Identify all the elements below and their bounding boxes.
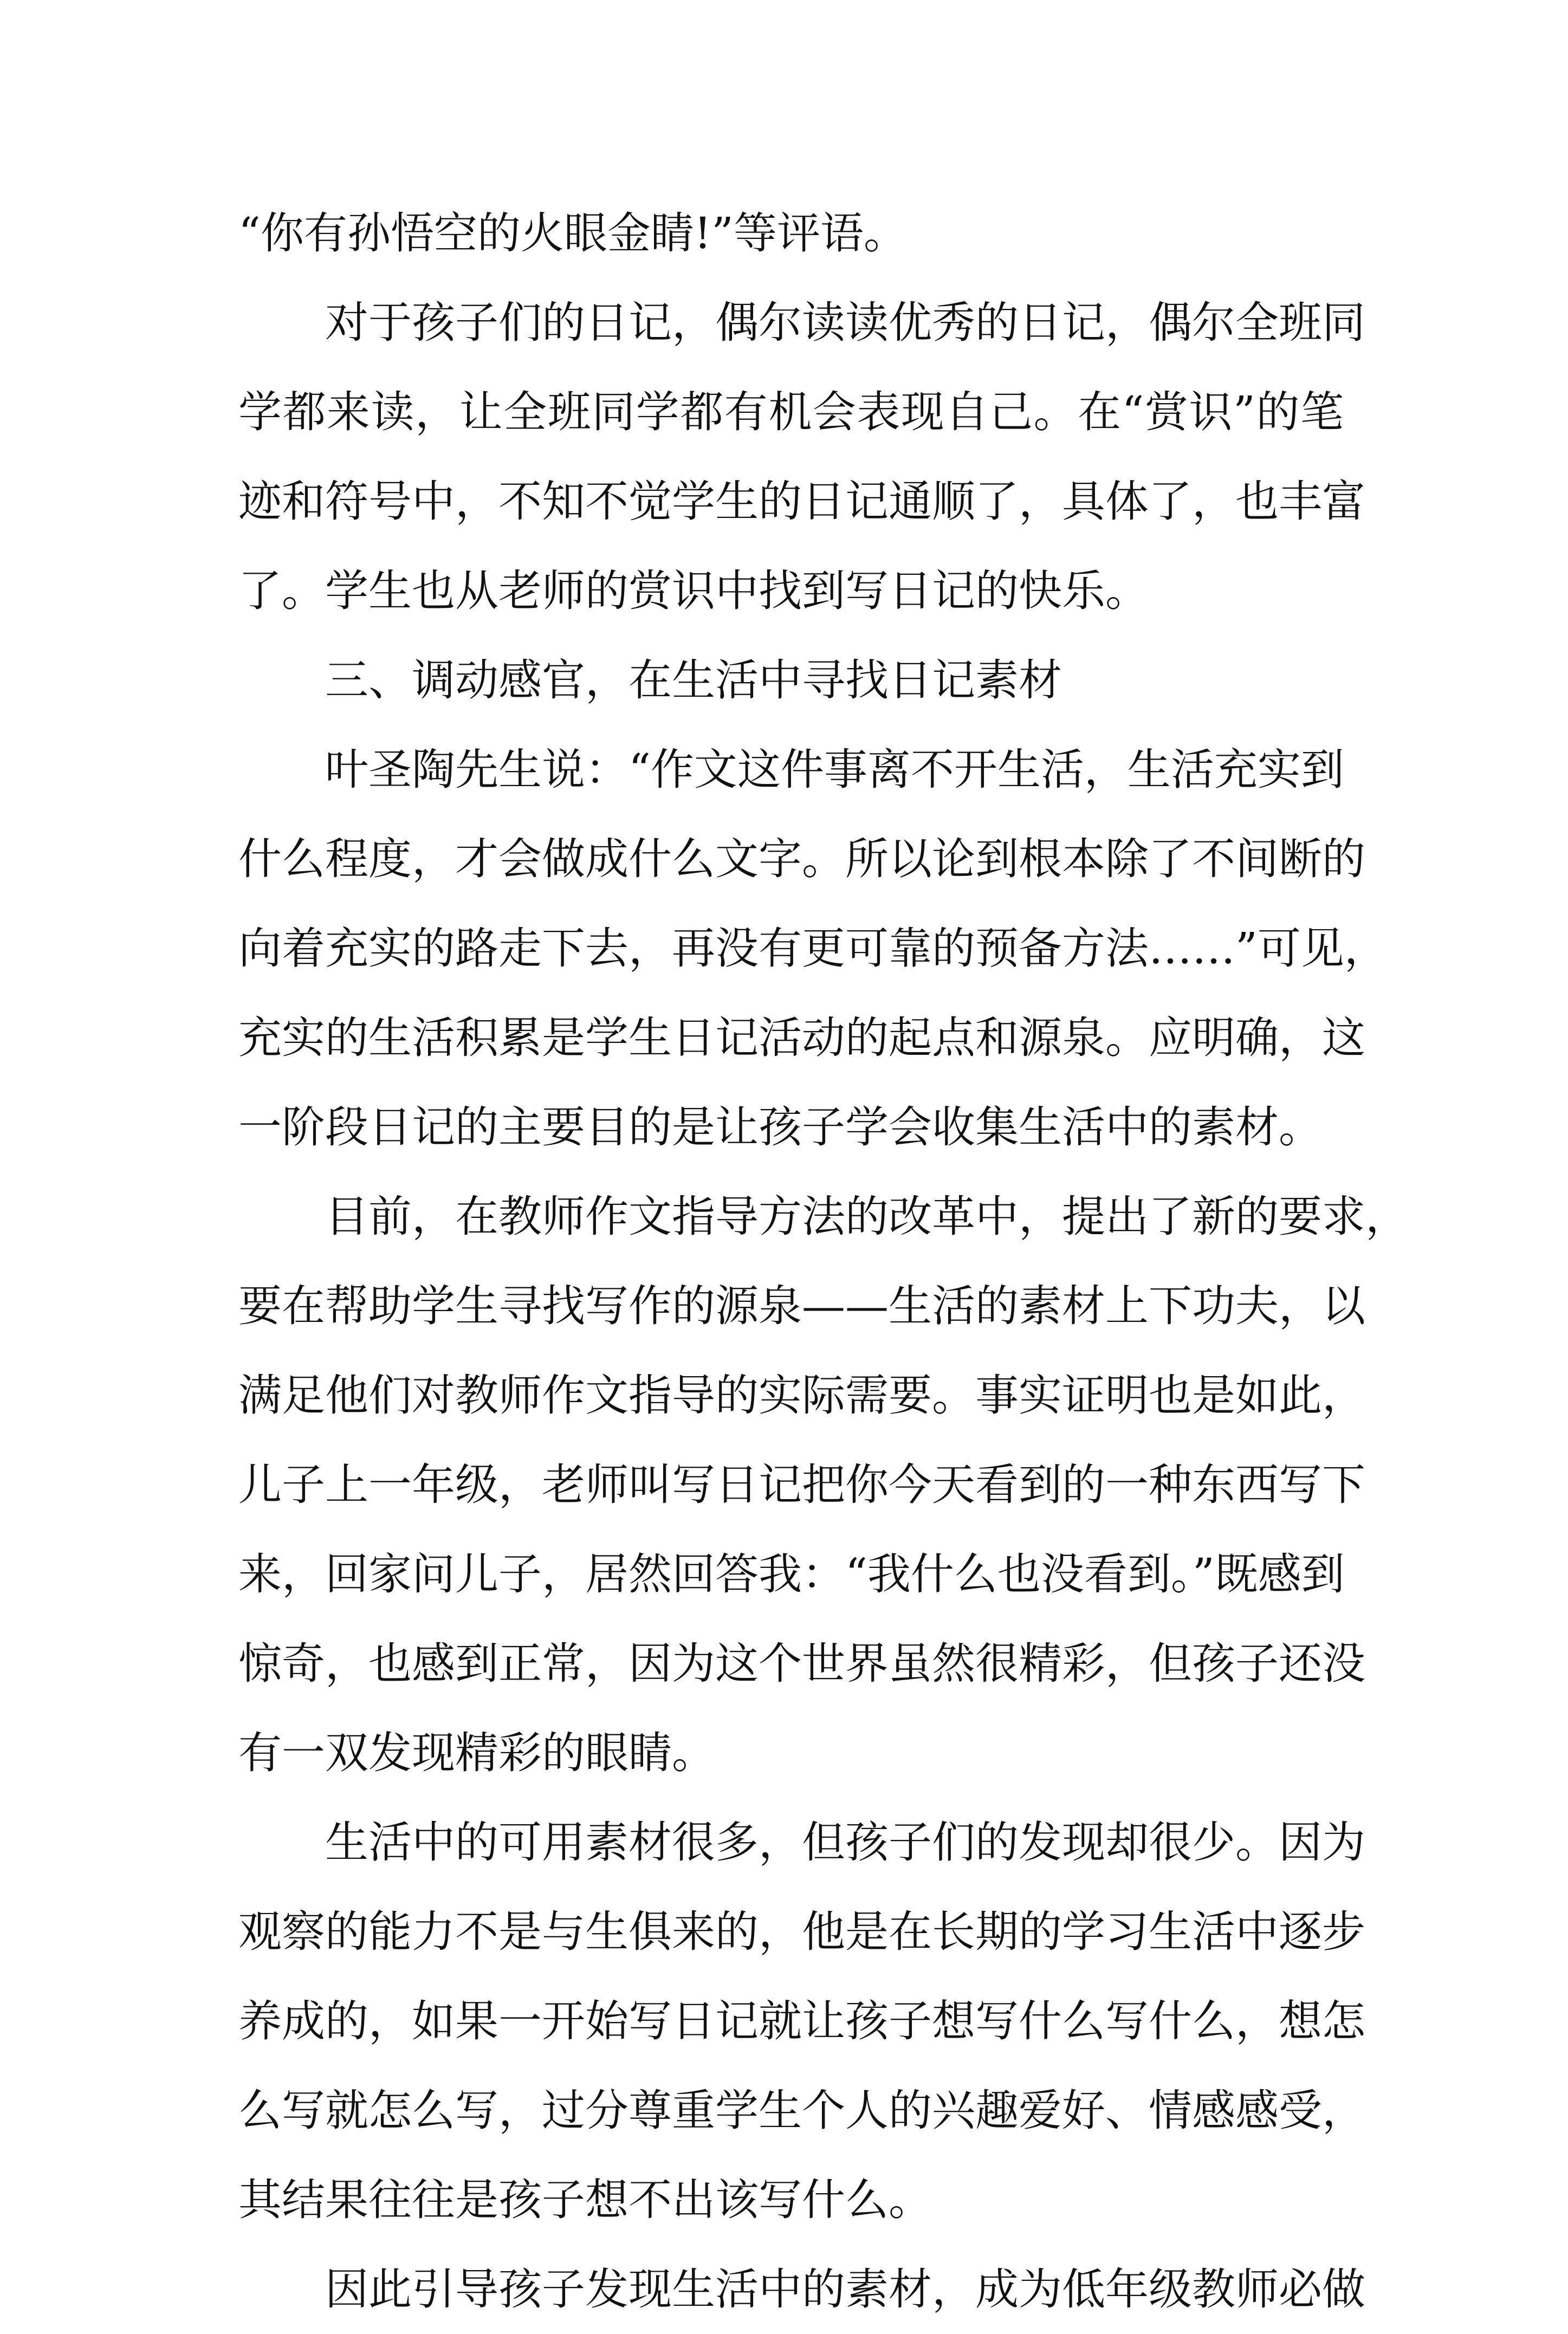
paragraph-first-line: 生活中的可用素材很多，但孩子们的发现却很少。因为 (325, 1817, 1365, 1868)
text-line: 观察的能力不是与生俱来的，他是在长期的学习生活中逐步 (238, 1907, 1365, 1957)
text-line: 迹和符号中，不知不觉学生的日记通顺了，具体了，也丰富 (238, 476, 1365, 527)
text-line: “你有孙悟空的火眼金睛!”等评语。 (238, 208, 907, 258)
text-line: 儿子上一年级，老师叫写日记把你今天看到的一种东西写下 (238, 1460, 1365, 1510)
text-line: 么写就怎么写，过分尊重学生个人的兴趣爱好、情感感受， (238, 2085, 1365, 2136)
text-line: 养成的，如果一开始写日记就让孩子想写什么写什么，想怎 (238, 1996, 1365, 2046)
text-line: 学都来读，让全班同学都有机会表现自己。在“赏识”的笔 (238, 387, 1344, 437)
paragraph-first-line: 叶圣陶先生说：“作文这件事离不开生活，生活充实到 (325, 744, 1344, 795)
text-line: 满足他们对教师作文指导的实际需要。事实证明也是如此， (238, 1370, 1365, 1421)
text-line: 惊奇，也感到正常，因为这个世界虽然很精彩，但孩子还没 (238, 1638, 1365, 1689)
section-heading: 三、调动感官，在生活中寻找日记素材 (325, 655, 1062, 705)
text-line: 向着充实的路走下去，再没有更可靠的预备方法……”可见， (238, 923, 1388, 974)
text-line: 充实的生活积累是学生日记活动的起点和源泉。应明确，这 (238, 1013, 1365, 1063)
paragraph-first-line: 因此引导孩子发现生活中的素材，成为低年级教师必做 (325, 2264, 1365, 2314)
body-text (238, 189, 1409, 2334)
text-line: 一阶段日记的主要目的是让孩子学会收集生活中的素材。 (238, 1102, 1322, 1152)
paragraph-first-line: 对于孩子们的日记，偶尔读读优秀的日记，偶尔全班同 (325, 297, 1365, 348)
paragraph-first-line: 目前，在教师作文指导方法的改革中，提出了新的要求， (325, 1191, 1409, 1242)
text-line: 了。学生也从老师的赏识中找到写日记的快乐。 (238, 566, 1149, 616)
text-line: 其结果往往是孩子想不出该写什么。 (238, 2175, 932, 2225)
text-line: 来，回家问儿子，居然回答我：“我什么也没看到。”既感到 (238, 1549, 1345, 1599)
text-line: 什么程度，才会做成什么文字。所以论到根本除了不间断的 (238, 834, 1365, 884)
text-line: 有一双发现精彩的眼睛。 (238, 1728, 715, 1778)
text-line: 要在帮助学生寻找写作的源泉——生活的素材上下功夫，以 (238, 1281, 1365, 1331)
